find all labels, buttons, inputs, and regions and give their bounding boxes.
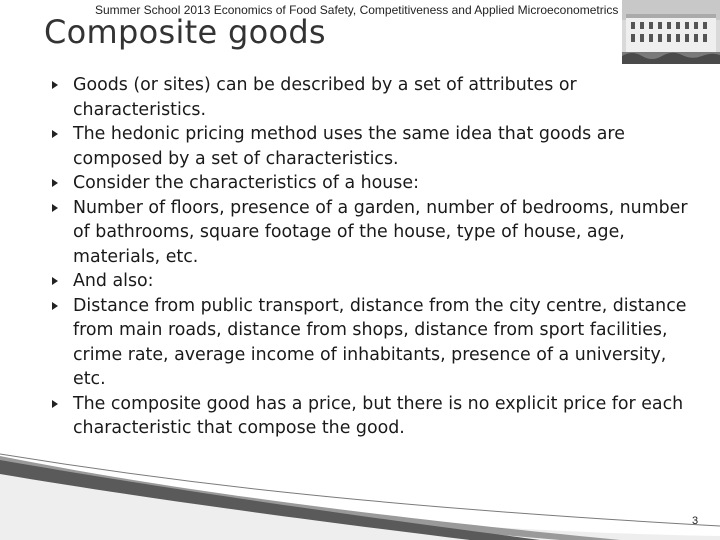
bullet-text: And also:: [73, 271, 154, 291]
bullet-text: Goods (or sites) can be described by a set of attributes or characteristics.: [73, 75, 577, 120]
bullet-text: Distance from public transport, distance from the city centre, distance from main roads, distance from shops, distance from sport facilities, crime rate, average income of inhabitants, presence of a university, etc.: [73, 295, 687, 389]
bullet-list: [52, 73, 692, 441]
bullet-text: Consider the characteristics of a house:: [73, 173, 419, 193]
slide-title: Composite goods: [44, 13, 326, 51]
bullet-item: [52, 392, 692, 441]
triangle-right-icon: [52, 400, 58, 408]
header-subtitle: Summer School 2013 Economics of Food Safety, Competitiveness and Applied Microeconometrics: [95, 3, 619, 17]
bullet-item: [52, 196, 692, 270]
triangle-right-icon: [52, 179, 58, 187]
triangle-right-icon: [52, 81, 58, 89]
bullet-item: [52, 294, 692, 392]
building-photo: [622, 0, 720, 64]
decorative-swoosh: [0, 450, 720, 540]
bullet-item: [52, 122, 692, 171]
triangle-right-icon: [52, 277, 58, 285]
bullet-text: Number of floors, presence of a garden, number of bedrooms, number of bathrooms, square footage of the house, type of house, age, materials, etc.: [73, 197, 688, 267]
triangle-right-icon: [52, 204, 58, 212]
triangle-right-icon: [52, 302, 58, 310]
bullet-text: The hedonic pricing method uses the same idea that goods are composed by a set of characteristics.: [73, 124, 625, 169]
triangle-right-icon: [52, 130, 58, 138]
bullet-item: [52, 73, 692, 122]
bullet-item: [52, 269, 692, 294]
bullet-item: [52, 171, 692, 196]
bullet-text: The composite good has a price, but there is no explicit price for each characteristic that compose the good.: [73, 393, 684, 438]
page-number: 3: [692, 515, 699, 527]
